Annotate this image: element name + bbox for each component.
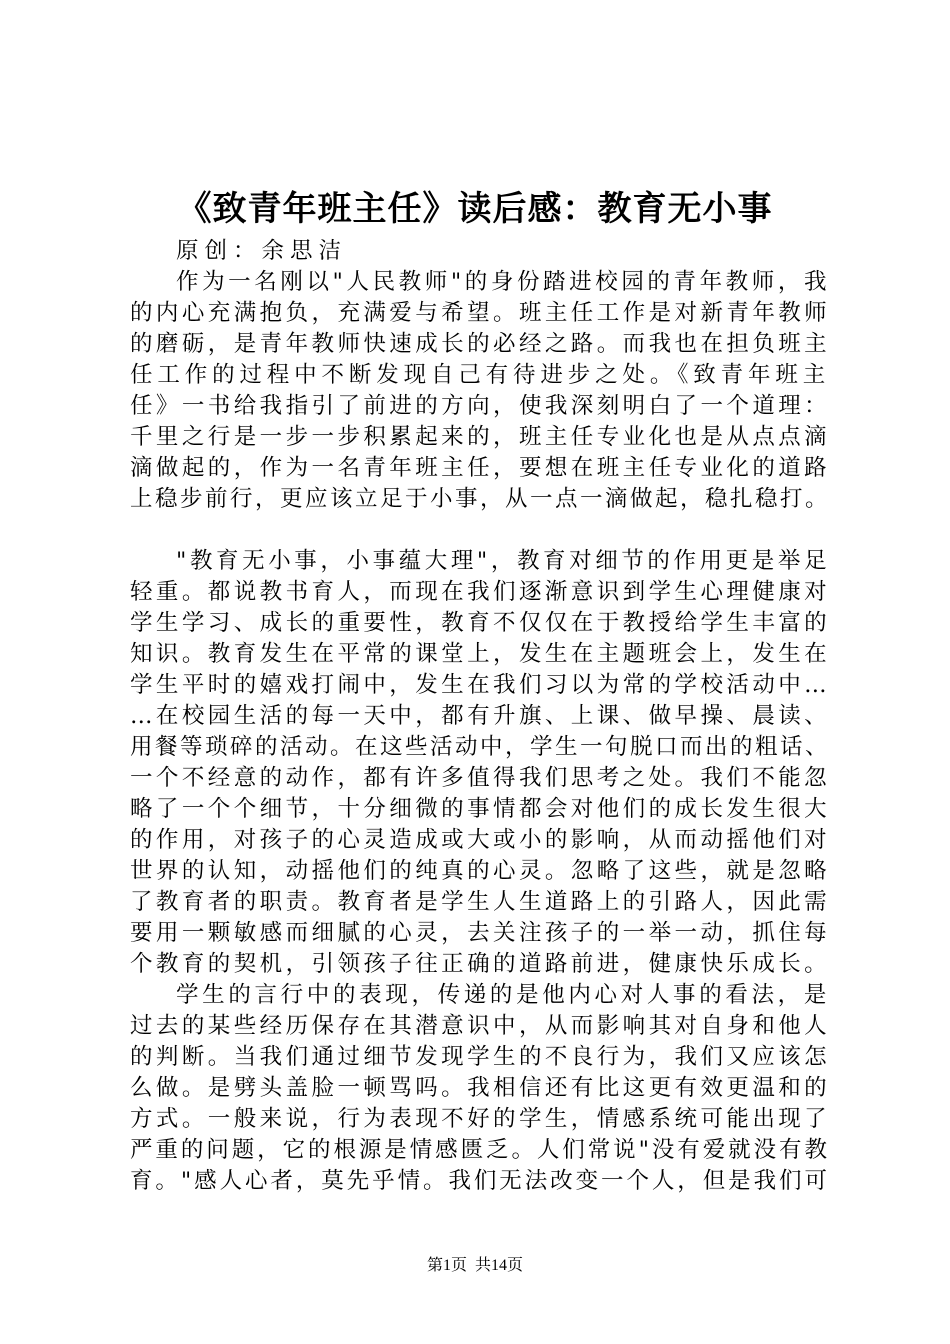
document-body (130, 236, 830, 1197)
text-line: "教育无小事，小事蕴大理"，教育对细节的作用更是举足 (176, 548, 830, 574)
text-line: 要用一颗敏感而细腻的心灵，去关注孩子的一举一动，抓住每 (130, 920, 830, 946)
page-total: 共14页 (475, 1257, 524, 1274)
text-line: 滴做起的，作为一名青年班主任，要想在班主任专业化的道路 (130, 455, 830, 481)
text-line: 的判断。当我们通过细节发现学生的不良行为，我们又应该怎 (130, 1044, 830, 1070)
text-line: 了教育者的职责。教育者是学生人生道路上的引路人，因此需 (130, 889, 830, 915)
text-line: 方式。一般来说，行为表现不好的学生，情感系统可能出现了 (130, 1106, 830, 1132)
paragraph-spacer (130, 515, 830, 546)
text-line: 严重的问题，它的根源是情感匮乏。人们常说"没有爱就没有教 (130, 1137, 830, 1163)
text-line: 学生的言行中的表现，传递的是他内心对人事的看法，是 (176, 982, 830, 1008)
text-line: 的作用，对孩子的心灵造成或大或小的影响，从而动摇他们对 (130, 827, 830, 853)
text-line: 任》一书给我指引了前进的方向，使我深刻明白了一个道理： (130, 393, 830, 419)
text-line: 世界的认知，动摇他们的纯真的心灵。忽略了这些，就是忽略 (130, 858, 830, 884)
page-number: 第1页 (426, 1257, 467, 1274)
text-line: 学生平时的嬉戏打闹中，发生在我们习以为常的学校活动中… (130, 672, 830, 698)
text-line: 学生学习、成长的重要性，教育不仅仅在于教授给学生丰富的 (130, 610, 830, 636)
text-line: 育。"感人心者，莫先乎情。我们无法改变一个人，但是我们可 (130, 1168, 830, 1194)
text-line: 知识。教育发生在平常的课堂上，发生在主题班会上，发生在 (130, 641, 830, 667)
text-line: 作为一名刚以"人民教师"的身份踏进校园的青年教师，我 (176, 269, 830, 295)
text-line: …在校园生活的每一天中，都有升旗、上课、做早操、晨读、 (130, 703, 830, 729)
text-line: 略了一个个细节，十分细微的事情都会对他们的成长发生很大 (130, 796, 830, 822)
author-line: 原创：余思洁 (176, 238, 348, 264)
text-line: 上稳步前行，更应该立足于小事，从一点一滴做起，稳扎稳打。 (130, 486, 830, 512)
page-title: 《致青年班主任》读后感：教育无小事 (177, 189, 773, 229)
page-footer (0, 1256, 950, 1276)
text-line: 的内心充满抱负，充满爱与希望。班主任工作是对新青年教师 (130, 300, 830, 326)
text-line: 么做。是劈头盖脸一顿骂吗。我相信还有比这更有效更温和的 (130, 1075, 830, 1101)
text-line: 千里之行是一步一步积累起来的，班主任专业化也是从点点滴 (130, 424, 830, 450)
text-line: 任工作的过程中不断发现自己有待进步之处。《致青年班主 (130, 362, 830, 388)
text-line: 个教育的契机，引领孩子往正确的道路前进，健康快乐成长。 (130, 951, 830, 977)
text-line: 的磨砺，是青年教师快速成长的必经之路。而我也在担负班主 (130, 331, 830, 357)
text-line: 轻重。都说教书育人，而现在我们逐渐意识到学生心理健康对 (130, 579, 830, 605)
text-line: 用餐等琐碎的活动。在这些活动中，学生一句脱口而出的粗话、 (130, 734, 830, 760)
text-line: 过去的某些经历保存在其潜意识中，从而影响其对自身和他人 (130, 1013, 830, 1039)
text-line: 一个不经意的动作，都有许多值得我们思考之处。我们不能忽 (130, 765, 830, 791)
